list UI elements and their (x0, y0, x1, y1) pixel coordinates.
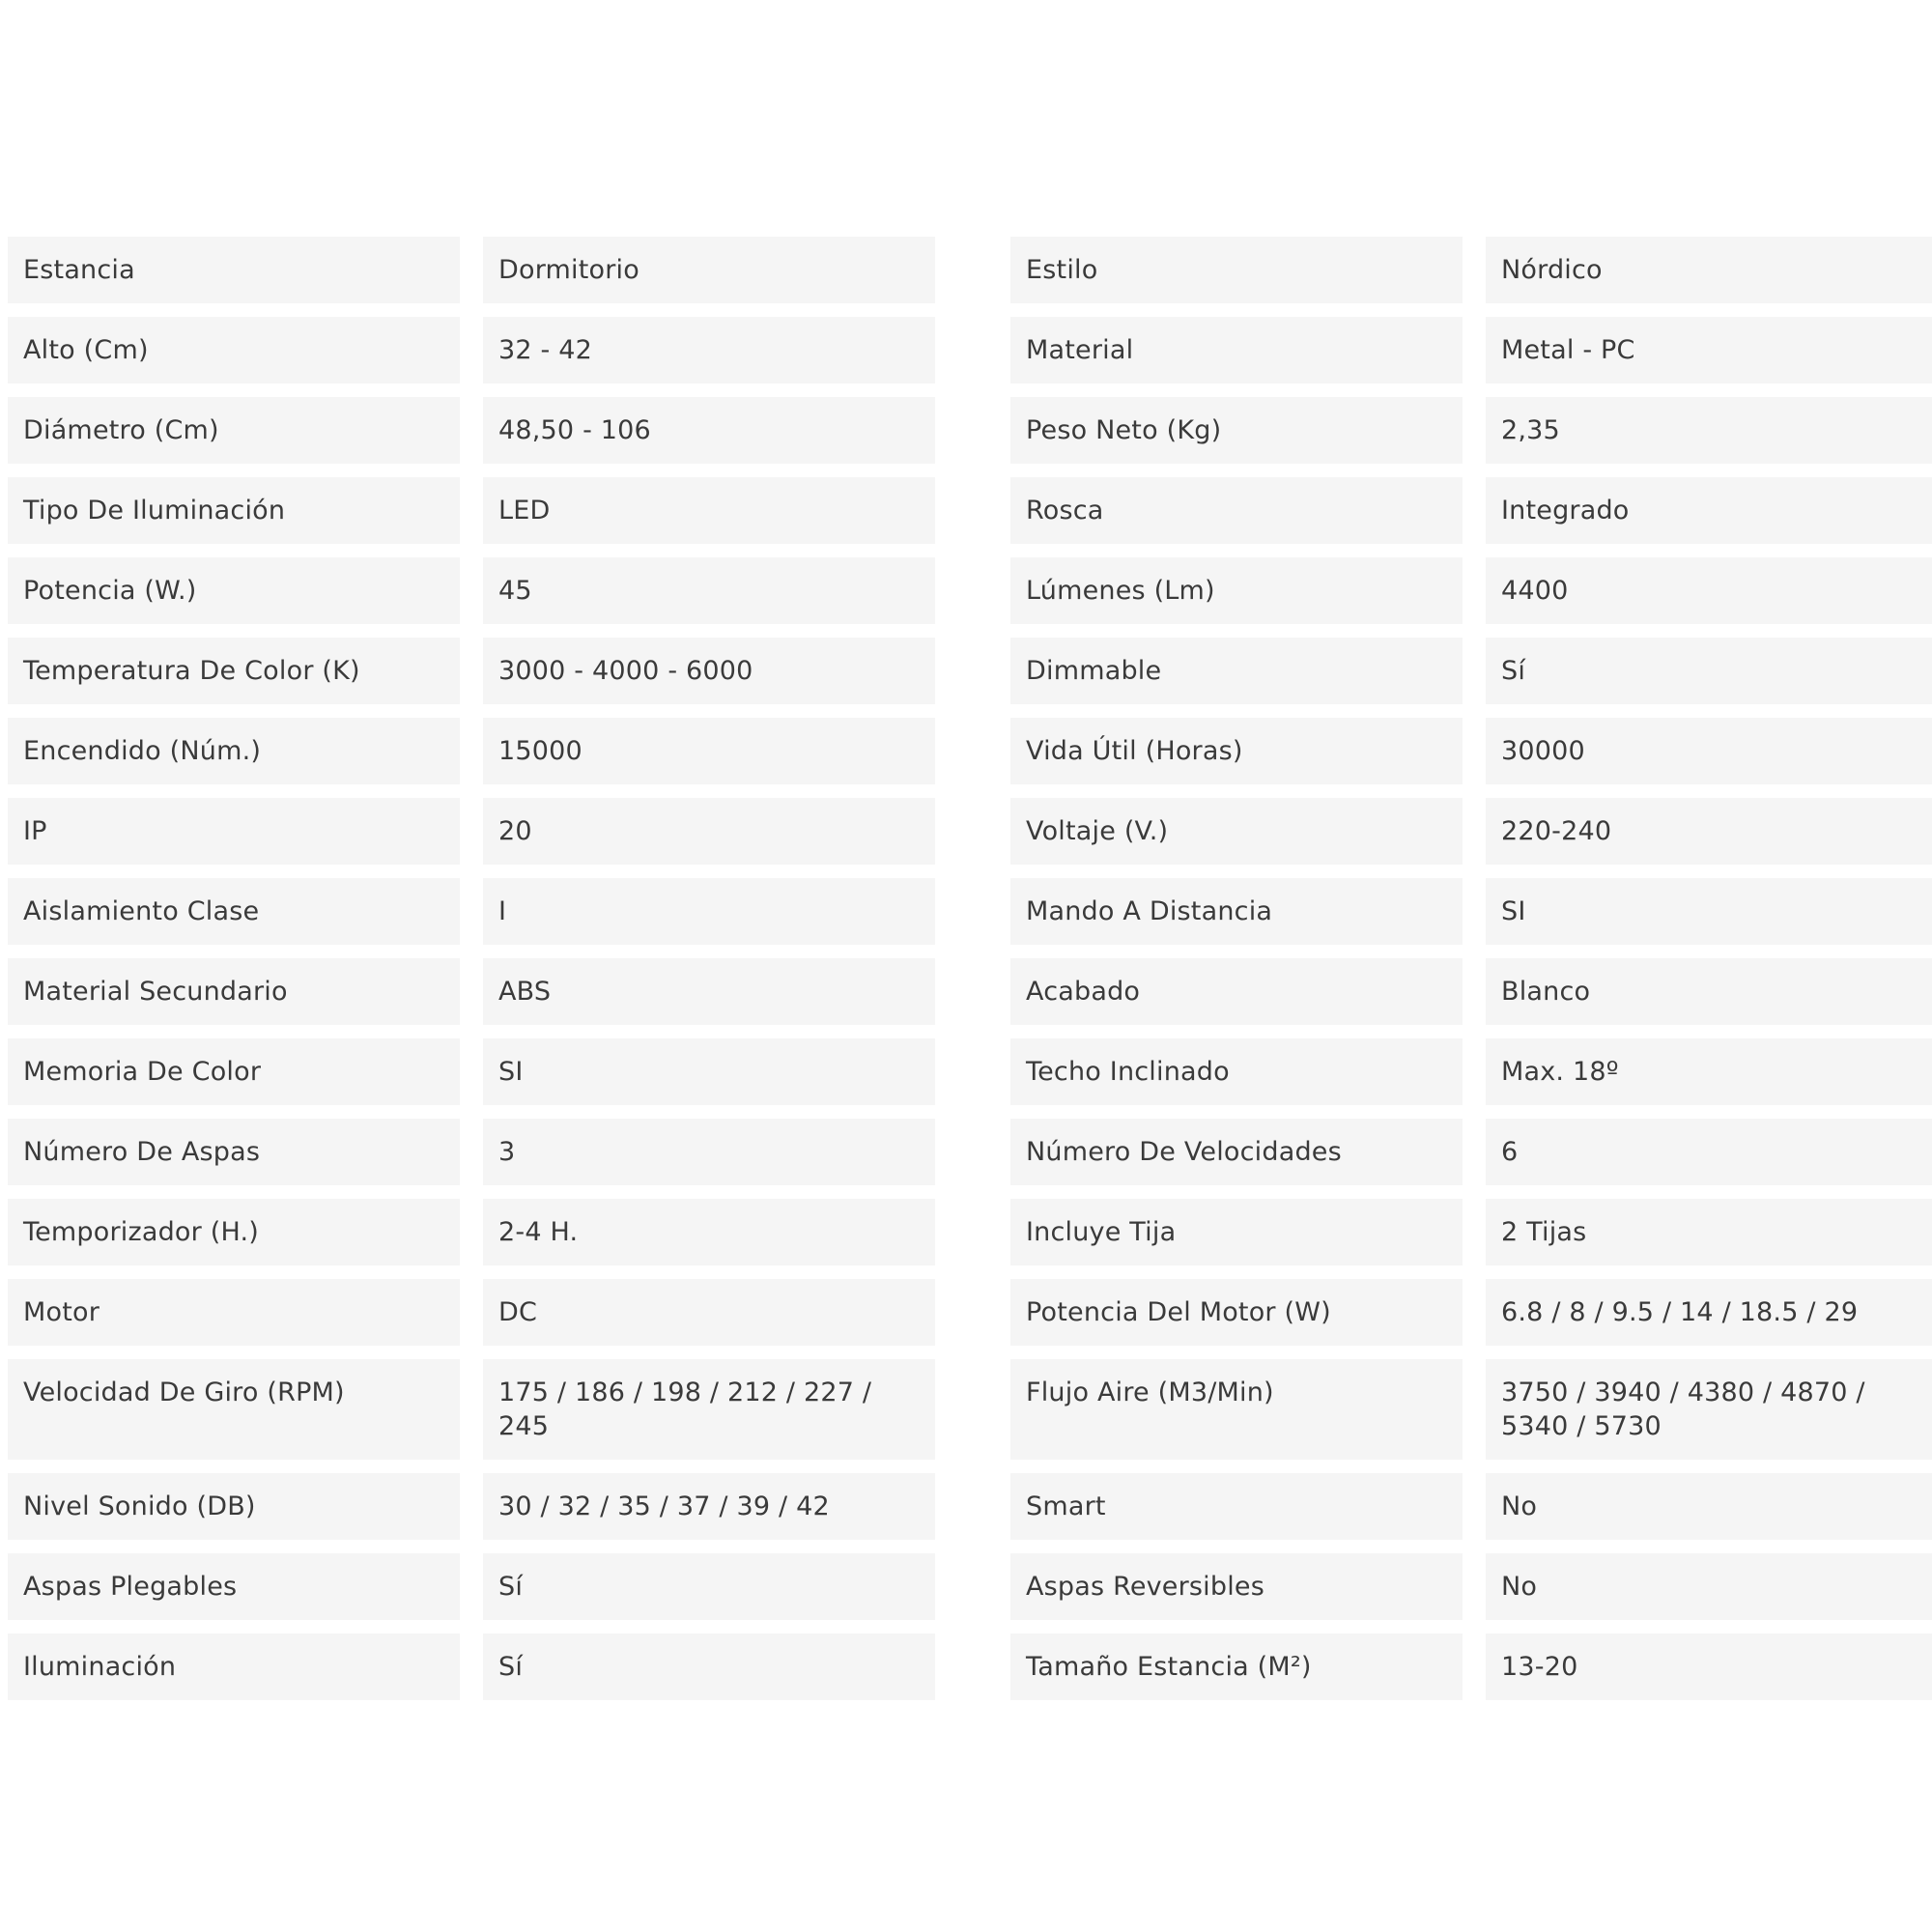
spec-label: Tamaño Estancia (M²) (1010, 1634, 1463, 1700)
spec-value: Sí (1486, 638, 1932, 704)
spec-label: Material (1010, 317, 1463, 384)
spec-label: Lúmenes (Lm) (1010, 557, 1463, 624)
spec-label: Peso Neto (Kg) (1010, 397, 1463, 464)
spec-label: Memoria De Color (8, 1038, 460, 1105)
spec-value: Sí (483, 1553, 935, 1620)
spec-label: Aspas Reversibles (1010, 1553, 1463, 1620)
spec-value: 4400 (1486, 557, 1932, 624)
spec-label: Encendido (Núm.) (8, 718, 460, 784)
spec-value: 30000 (1486, 718, 1932, 784)
spec-value: 45 (483, 557, 935, 624)
spec-label: Voltaje (V.) (1010, 798, 1463, 865)
spec-value: 6 (1486, 1119, 1932, 1185)
spec-value: 13-20 (1486, 1634, 1932, 1700)
spec-value: 220-240 (1486, 798, 1932, 865)
spec-label: Iluminación (8, 1634, 460, 1700)
spec-label: Acabado (1010, 958, 1463, 1025)
spec-label: Dimmable (1010, 638, 1463, 704)
spec-label: Smart (1010, 1473, 1463, 1540)
spec-value: 6.8 / 8 / 9.5 / 14 / 18.5 / 29 (1486, 1279, 1932, 1346)
spec-value: Sí (483, 1634, 935, 1700)
spec-value: SI (483, 1038, 935, 1105)
spec-value: Dormitorio (483, 237, 935, 303)
spec-value: I (483, 878, 935, 945)
spec-value: Nórdico (1486, 237, 1932, 303)
spec-label: IP (8, 798, 460, 865)
spec-label: Velocidad De Giro (RPM) (8, 1359, 460, 1460)
spec-label: Potencia Del Motor (W) (1010, 1279, 1463, 1346)
spec-label: Vida Útil (Horas) (1010, 718, 1463, 784)
spec-label: Aislamiento Clase (8, 878, 460, 945)
spec-label: Número De Velocidades (1010, 1119, 1463, 1185)
spec-label: Alto (Cm) (8, 317, 460, 384)
spec-value: 3000 - 4000 - 6000 (483, 638, 935, 704)
spec-value: 2-4 H. (483, 1199, 935, 1265)
spec-label: Incluye Tija (1010, 1199, 1463, 1265)
spec-value: 15000 (483, 718, 935, 784)
spec-value: No (1486, 1553, 1932, 1620)
spec-label: Motor (8, 1279, 460, 1346)
spec-value: 30 / 32 / 35 / 37 / 39 / 42 (483, 1473, 935, 1540)
spec-value: Metal - PC (1486, 317, 1932, 384)
spec-value: ABS (483, 958, 935, 1025)
spec-value: 2 Tijas (1486, 1199, 1932, 1265)
spec-label: Potencia (W.) (8, 557, 460, 624)
spec-value: SI (1486, 878, 1932, 945)
spec-value: Blanco (1486, 958, 1932, 1025)
spec-value: DC (483, 1279, 935, 1346)
spec-table-right (1010, 237, 1932, 1700)
spec-value: 20 (483, 798, 935, 865)
spec-label: Diámetro (Cm) (8, 397, 460, 464)
spec-value: 48,50 - 106 (483, 397, 935, 464)
spec-value: Max. 18º (1486, 1038, 1932, 1105)
spec-label: Flujo Aire (M3/Min) (1010, 1359, 1463, 1460)
spec-label: Temperatura De Color (K) (8, 638, 460, 704)
spec-value: No (1486, 1473, 1932, 1540)
spec-value: Integrado (1486, 477, 1932, 544)
spec-label: Material Secundario (8, 958, 460, 1025)
spec-label: Temporizador (H.) (8, 1199, 460, 1265)
spec-label: Mando A Distancia (1010, 878, 1463, 945)
spec-label: Rosca (1010, 477, 1463, 544)
spec-value: LED (483, 477, 935, 544)
spec-value: 3750 / 3940 / 4380 / 4870 / 5340 / 5730 (1486, 1359, 1932, 1460)
spec-value: 175 / 186 / 198 / 212 / 227 / 245 (483, 1359, 935, 1460)
spec-value: 32 - 42 (483, 317, 935, 384)
spec-label: Tipo De Iluminación (8, 477, 460, 544)
spec-label: Techo Inclinado (1010, 1038, 1463, 1105)
spec-label: Nivel Sonido (DB) (8, 1473, 460, 1540)
spec-label: Estancia (8, 237, 460, 303)
spec-table-left (8, 237, 935, 1700)
spec-label: Aspas Plegables (8, 1553, 460, 1620)
spec-value: 2,35 (1486, 397, 1932, 464)
spec-label: Número De Aspas (8, 1119, 460, 1185)
spec-value: 3 (483, 1119, 935, 1185)
spec-label: Estilo (1010, 237, 1463, 303)
